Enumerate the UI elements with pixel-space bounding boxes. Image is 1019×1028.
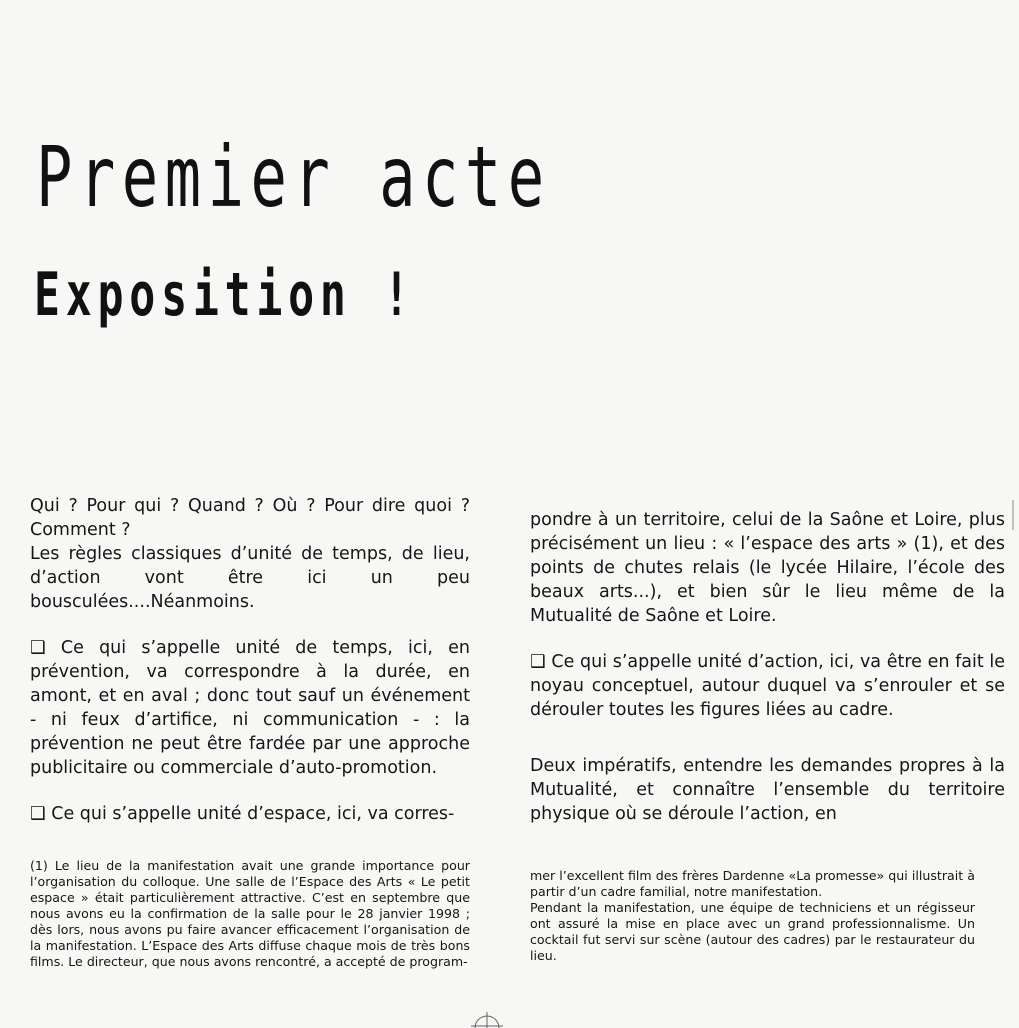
- registration-mark-icon: [467, 1008, 507, 1028]
- page-title: Premier acte: [36, 128, 551, 227]
- footnote-left-text: (1) Le lieu de la manifestation avait une grande importance pour l’organisation du colloque. Une salle de l’Espace des Arts « Le petit espace » était particulièrement attractive. C’est en septembre que nous avons eu la confirmation de la salle pour le 28 janvier 1998 ; dès lors, nous avons pu faire avancer efficacement l’organisation de la manifestation. L’Espace des Arts diffuse chaque mois de très bons films. Le directeur, que nous avons rencontré, a accepté de program-: [30, 858, 470, 969]
- left-paragraph-questions: Qui ? Pour qui ? Quand ? Où ? Pour dire quoi ? Comment ?: [30, 496, 470, 540]
- right-paragraph-action-unity: ❑ Ce qui s’appelle unité d’action, ici, va être en fait le noyau conceptuel, autour duquel va s’enrouler et se dérouler toutes les figures liées au cadre.: [530, 652, 1005, 720]
- right-paragraph-imperatives: Deux impératifs, entendre les demandes propres à la Mutualité, et connaître l’ensemble du territoire physique où se déroule l’action, en: [530, 756, 1005, 824]
- left-column: [30, 494, 470, 842]
- left-paragraph-space-unity: ❑ Ce qui s’appelle unité d’espace, ici, va corres-: [30, 804, 455, 824]
- right-column: [530, 508, 1005, 842]
- footnote-left: [30, 858, 470, 970]
- bleed-through-right: [532, 22, 1002, 153]
- footnote-right: [530, 868, 975, 964]
- footnote-right-film: mer l’excellent film des frères Dardenne «La promesse» qui illustrait à partir d’un cadre familial, notre manifestation.: [530, 868, 975, 899]
- right-paragraph-territory: pondre à un territoire, celui de la Saône et Loire, plus précisément un lieu : « l’espace des arts » (1), et des points de chutes relais (le lycée Hilaire, l’école des beaux arts...), et bien sûr le lieu même de la Mutualité de Saône et Loire.: [530, 510, 1005, 626]
- left-paragraph-time-unity: ❑ Ce qui s’appelle unité de temps, ici, en prévention, va correspondre à la durée, en amont, et en aval ; donc tout sauf un événement - ni feux d’artifice, ni communication - : la prévention ne peut être fardée par une approche publicitaire ou commerciale d’auto-promotion.: [30, 638, 470, 778]
- page-subtitle: Exposition !: [34, 259, 416, 330]
- side-tick-icon: [1009, 500, 1017, 530]
- footnote-right-team: Pendant la manifestation, une équipe de techniciens et un régisseur ont assuré la mise en place avec un grand professionnalisme. Un cocktail fut servi sur scène (autour des cadres) par le restaurateur du lieu.: [530, 900, 975, 963]
- left-paragraph-rules: Les règles classiques d’unité de temps, de lieu, d’action vont être ici un peu bousculées....Néanmoins.: [30, 544, 470, 612]
